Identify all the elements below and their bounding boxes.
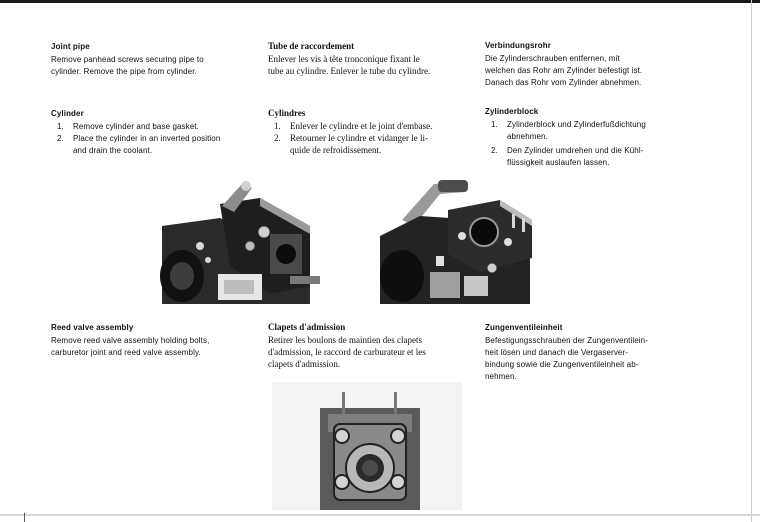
joint-pipe-german (485, 40, 685, 89)
reed-valve-german (485, 322, 685, 383)
step-text-line: abnehmen. (507, 132, 548, 141)
step-text-line: Place the cylinder in an inverted position (73, 134, 221, 143)
step-number: 2. (274, 133, 281, 143)
cylinder-step-de (485, 145, 690, 169)
step-number: 2. (57, 134, 64, 143)
reed-valve-text-fr-line: Retirer les boulons de maintien des clapets (268, 335, 422, 345)
step-number: 2. (491, 146, 498, 155)
step-number: 1. (274, 121, 281, 131)
joint-pipe-heading-fr: Tube de raccordement (268, 41, 355, 51)
page-tick-mark (24, 513, 25, 522)
cylinder-french (268, 107, 473, 156)
reed-valve-text-de-line: heit lösen und danach die Vergaserver- (485, 348, 629, 357)
reed-valve-text-de-line: nehmen. (485, 372, 517, 381)
engine-inverted-cylinder-photo (380, 176, 545, 304)
joint-pipe-text-de-line: Die Zylinderschrauben entfernen, mit (485, 54, 620, 63)
step-text-line: quide de refroidissement. (290, 145, 382, 155)
reed-valve-photo (272, 382, 462, 510)
step-text-line: Retourner le cylindre et vidanger le li- (290, 133, 428, 143)
reed-valve-text-de-line: Befestigungsschrauben der Zungenventilein- (485, 336, 648, 345)
step-number: 1. (491, 120, 498, 129)
step-text-line: and drain the coolant. (73, 146, 153, 155)
cylinder-heading-en: Cylinder (51, 109, 84, 118)
joint-pipe-text-de-line: welchen das Rohr am Zylinder befestigt ist. (485, 66, 643, 75)
reed-valve-english (51, 322, 256, 359)
reed-valve-heading-fr: Clapets d'admission (268, 322, 346, 332)
joint-pipe-text-fr-line: tube au cylindre. Enlever le tube du cylindre. (268, 66, 431, 76)
cylinder-step-en (51, 121, 256, 133)
reed-valve-french (268, 321, 468, 370)
cylinder-steps-fr (268, 120, 473, 156)
reed-valve-text-de-line: bindung sowie die Zungenventileinheit ab- (485, 360, 639, 369)
reed-valve-text-fr-line: d'admission, le raccord de carburateur et les (268, 347, 426, 357)
cylinder-step-en (51, 133, 256, 157)
step-text-line: Enlever le cylindre et le joint d'embase. (290, 121, 433, 131)
joint-pipe-heading-de: Verbindungsrohr (485, 41, 551, 50)
bottom-rule (0, 514, 760, 516)
joint-pipe-text-en-line: Remove panhead screws securing pipe to (51, 55, 204, 64)
cylinder-steps-de (485, 119, 690, 169)
top-rule (0, 0, 760, 3)
cylinder-heading-de: Zylinderblock (485, 107, 539, 116)
reed-valve-text-fr-line: clapets d'admission. (268, 359, 341, 369)
cylinder-heading-fr: Cylindres (268, 108, 306, 118)
cylinder-english (51, 108, 256, 157)
reed-valve-text-en-line: Remove reed valve assembly holding bolts, (51, 336, 210, 345)
engine-cylinder-photo-left (160, 176, 338, 304)
cylinder-step-fr (268, 132, 473, 156)
cylinder-german (485, 106, 690, 169)
step-text-line: Remove cylinder and base gasket. (73, 122, 199, 131)
step-text-line: flüssigkeit auslaufen lassen. (507, 158, 610, 167)
joint-pipe-text-en-line: cylinder. Remove the pipe from cylinder. (51, 67, 197, 76)
reed-valve-text-en-line: carburetor joint and reed valve assembly. (51, 348, 201, 357)
step-text-line: Zylinderblock und Zylinderfußdichtung (507, 120, 646, 129)
cylinder-step-de (485, 119, 690, 143)
cylinder-steps-en (51, 121, 256, 157)
step-text-line: Den Zylinder umdrehen und die Kühl- (507, 146, 644, 155)
cylinder-step-fr (268, 120, 473, 132)
step-number: 1. (57, 122, 64, 131)
joint-pipe-french (268, 40, 468, 77)
reed-valve-heading-en: Reed valve assembly (51, 323, 134, 332)
joint-pipe-english (51, 41, 251, 78)
right-edge-rule (751, 0, 752, 522)
joint-pipe-heading-en: Joint pipe (51, 42, 90, 51)
joint-pipe-text-de-line: Danach das Rohr vom Zylinder abnehmen. (485, 78, 642, 87)
joint-pipe-text-fr-line: Enlever les vis à tête tronconique fixant le (268, 54, 420, 64)
reed-valve-heading-de: Zungenventileinheit (485, 323, 563, 332)
